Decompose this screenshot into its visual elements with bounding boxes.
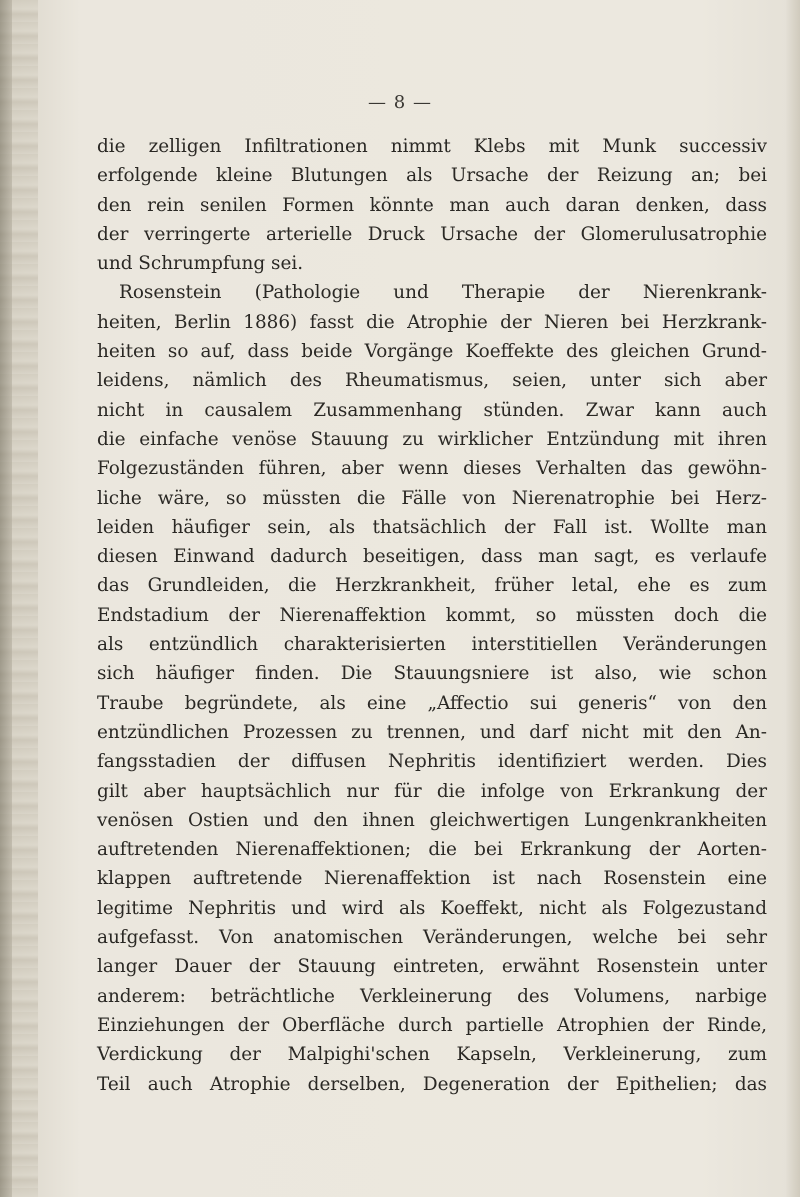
text-line: leidens, nämlich des Rheumatismus, seien, unter sich aber — [97, 370, 767, 392]
text-line: die zelligen Infiltrationen nimmt Klebs mit Munk successiv — [97, 136, 767, 157]
text-line: heiten so auf, dass beide Vorgänge Koeffekte des gleichen Grund- — [97, 341, 767, 363]
text-line: sich häufiger finden. Die Stauungsniere ist also, wie schon — [97, 663, 767, 685]
text-line: anderem: beträchtliche Verkleinerung des Volumens, narbige — [97, 985, 767, 1007]
text-line: der verringerte arterielle Druck Ursache der Glomerulusatrophie — [97, 223, 767, 245]
text-line: als entzündlich charakterisierten interstitiellen Veränderungen — [97, 634, 767, 656]
text-line: erfolgende kleine Blutungen als Ursache der Reizung an; bei — [97, 165, 767, 187]
text-line: Teil auch Atrophie derselben, Degeneration der Epithelien; das — [97, 1073, 767, 1095]
text-line: Endstadium der Nierenaffektion kommt, so müssten doch die — [97, 604, 767, 626]
text-line: aufgefasst. Von anatomischen Veränderungen, welche bei sehr — [97, 927, 767, 949]
text-line: fangsstadien der diffusen Nephritis identifiziert werden. Dies — [97, 751, 767, 773]
body-text — [97, 132, 767, 1099]
text-line: Traube begründete, als eine „Affectio sui generis“ von den — [97, 692, 767, 714]
text-line: nicht in causalem Zusammenhang stünden. Zwar kann auch — [97, 399, 767, 421]
text-line: Folgezuständen führen, aber wenn dieses Verhalten das gewöhn- — [97, 458, 767, 480]
text-line: Einziehungen der Oberfläche durch partielle Atrophien der Rinde, — [97, 1014, 767, 1036]
text-line: Rosenstein (Pathologie und Therapie der Nierenkrank- — [119, 282, 767, 304]
text-line: das Grundleiden, die Herzkrankheit, früher letal, ehe es zum — [97, 575, 767, 597]
text-line: auftretenden Nierenaffektionen; die bei Erkrankung der Aorten- — [97, 839, 767, 861]
text-line: diesen Einwand dadurch beseitigen, dass man sagt, es verlaufe — [97, 546, 767, 568]
text-line: gilt aber hauptsächlich nur für die infolge von Erkrankung der — [97, 780, 767, 802]
text-line: heiten, Berlin 1886) fasst die Atrophie der Nieren bei Herzkrank- — [97, 311, 767, 333]
page-gutter — [0, 0, 12, 1197]
text-line: den rein senilen Formen könnte man auch daran denken, dass — [97, 194, 767, 216]
text-line: legitime Nephritis und wird als Koeffekt, nicht als Folgezustand — [97, 897, 767, 919]
text-line: und Schrumpfung sei. — [97, 253, 304, 275]
text-line: entzündlichen Prozessen zu trennen, und darf nicht mit den An- — [97, 721, 767, 743]
text-line: venösen Ostien und den ihnen gleichwertigen Lungenkrankheiten — [97, 809, 767, 831]
text-line: klappen auftretende Nierenaffektion ist nach Rosenstein eine — [97, 868, 767, 890]
text-line: die einfache venöse Stauung zu wirklicher Entzündung mit ihren — [97, 428, 767, 450]
text-line: leiden häufiger sein, als thatsächlich der Fall ist. Wollte man — [97, 516, 767, 538]
page-edge — [786, 0, 800, 1197]
page-number: — 8 — — [368, 92, 432, 113]
text-line: liche wäre, so müssten die Fälle von Nierenatrophie bei Herz- — [97, 487, 767, 509]
text-line: langer Dauer der Stauung eintreten, erwähnt Rosenstein unter — [97, 956, 767, 978]
text-line: Verdickung der Malpighi'schen Kapseln, Verkleinerung, zum — [97, 1044, 767, 1066]
